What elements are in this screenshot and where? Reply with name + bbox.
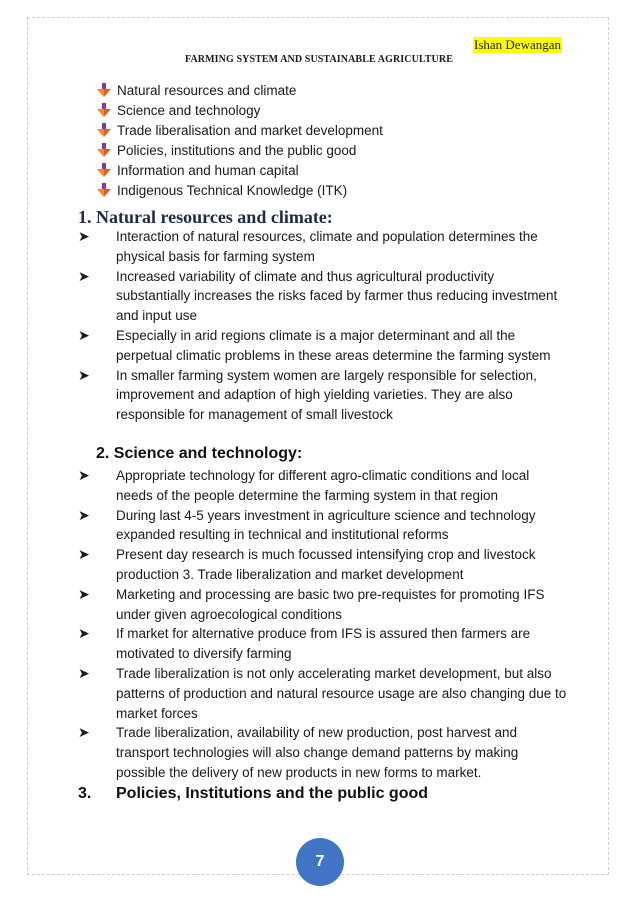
topic-label: Information and human capital (117, 162, 299, 178)
arrowhead-bullet-icon: ➤ (78, 366, 90, 383)
topic-label: Natural resources and climate (117, 82, 297, 98)
topic-list-item (96, 80, 383, 100)
topic-list-item (96, 140, 383, 160)
topic-label: Science and technology (117, 102, 261, 118)
list-item: ➤ Especially in arid regions climate is a major determinant and all the perpetual climatic problems in these areas determine the farming system (78, 326, 568, 366)
arrowhead-bullet-icon: ➤ (78, 625, 90, 642)
topic-label: Policies, institutions and the public good (117, 142, 357, 158)
arrowhead-bullet-icon: ➤ (78, 326, 90, 343)
topic-list (96, 80, 383, 200)
arrowhead-bullet-icon: ➤ (78, 664, 90, 681)
document-header-title: FARMING SYSTEM AND SUSTAINABLE AGRICULTURE (185, 54, 453, 65)
list-item: ➤ Trade liberalization, availability of new production, post harvest and transport technologies will also change demand patterns by making possible the delivery of new products in new forms to market. (78, 723, 568, 782)
topic-list-item (96, 160, 383, 180)
list-item: ➤ If market for alternative produce from IFS is assured then farmers are motivated to diversify farming (78, 624, 568, 664)
page-number-badge (296, 838, 344, 886)
arrowhead-bullet-icon: ➤ (78, 467, 90, 483)
science-technology-bullets (78, 466, 568, 783)
list-item: ➤ During last 4-5 years investment in agriculture science and technology expanded resulting in technical and institutional reforms (78, 506, 568, 546)
topic-list-item (96, 180, 383, 200)
section-title: Policies, Institutions and the public good (116, 785, 429, 802)
section-heading-natural-resources: 1. Natural resources and climate: (78, 207, 333, 227)
topic-label: Indigenous Technical Knowledge (ITK) (117, 182, 348, 198)
down-arrow-bullet-icon (96, 142, 112, 158)
section-number: 3. (78, 785, 92, 802)
down-arrow-bullet-icon (96, 122, 112, 138)
list-item: ➤ Trade liberalization is not only accelerating market development, but also patterns of production and natural resource usage are also changing due to market forces (78, 664, 568, 723)
list-item: ➤ Interaction of natural resources, climate and population determines the physical basis for farming system (78, 227, 568, 267)
arrowhead-bullet-icon: ➤ (78, 585, 90, 602)
down-arrow-bullet-icon (96, 82, 112, 98)
topic-list-item (96, 120, 383, 140)
list-item: ➤ Present day research is much focussed intensifying crop and livestock production 3. Trade liberalization and market development (78, 545, 568, 585)
arrowhead-bullet-icon: ➤ (78, 724, 90, 741)
list-item: ➤ Increased variability of climate and thus agricultural productivity substantially increases the risks faced by farmer thus reducing investment and input use (78, 267, 568, 326)
arrowhead-bullet-icon: ➤ (78, 546, 90, 563)
natural-resources-bullets (78, 227, 568, 425)
arrowhead-bullet-icon: ➤ (78, 267, 90, 284)
down-arrow-bullet-icon (96, 102, 112, 118)
down-arrow-bullet-icon (96, 162, 112, 178)
author-name: Ishan Dewangan (474, 37, 561, 52)
section-heading-policies (78, 785, 428, 803)
topic-label: Trade liberalisation and market development (117, 122, 383, 138)
page-number: 7 (315, 853, 325, 870)
list-item: ➤ In smaller farming system women are largely responsible for selection, improvement and adaption of high yielding varieties. They are also responsible for management of small livestock (78, 366, 568, 425)
list-item: ➤ Marketing and processing are basic two pre-requistes for promoting IFS under given agroecological conditions (78, 585, 568, 625)
arrowhead-bullet-icon: ➤ (78, 506, 90, 523)
section-heading-science-technology: 2. Science and technology: (96, 445, 303, 462)
arrowhead-bullet-icon: ➤ (78, 228, 90, 244)
topic-list-item (96, 100, 383, 120)
list-item: ➤ Appropriate technology for different agro-climatic conditions and local needs of the people determine the farming system in that region (78, 466, 568, 506)
down-arrow-bullet-icon (96, 182, 112, 198)
